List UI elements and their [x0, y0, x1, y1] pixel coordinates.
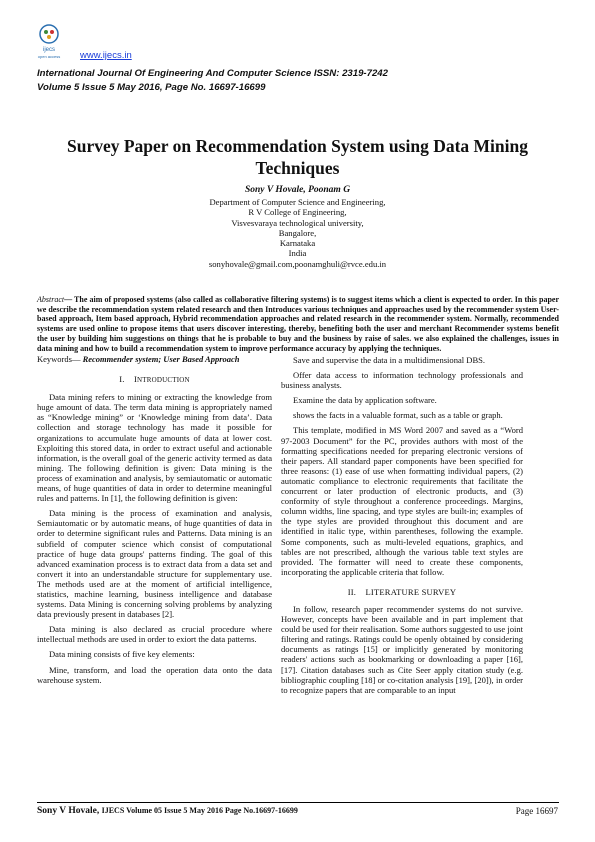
footer-divider: [37, 802, 559, 803]
body-paragraph: Examine the data by application software.: [293, 395, 437, 406]
volume-line: Volume 5 Issue 5 May 2016, Page No. 16697-16699: [37, 82, 266, 93]
footer-author: Sony V Hovale,: [37, 806, 102, 816]
author-affiliation: [0, 197, 595, 269]
section-heading-introduction: [37, 374, 272, 385]
keywords: [37, 354, 272, 364]
abstract-text: — The aim of proposed systems (also called as collaborative filtering systems) is to suggest items which a client is expected to order. In this paper we describe the recommendation system related research and then Introduces various techniques and approaches used by the recommender system User-based approach, Item based approach, Hybrid recommendation approaches and related research in the recommender system. Normally, recommended systems are used online to propose items that users discover interesting, thereby, benefiting both the user and merchant Recommender systems benefit the user by building him suggestions on things that he is probable to buy and the business by raise of sales. we also explained the challenges, issues in data mining and how to build a recommendation system to improve performance accuracy by applying the techniques.: [37, 295, 559, 353]
left-column: [37, 354, 272, 690]
body-paragraph: Data mining refers to mining or extracting the knowledge from huge amount of data. The term data mining is appropriately named as “Knowledge mining” or ‘Knowledge mining from data’. Data collection and storage technology has made it possible for organizations to accumulate huge amounts of data at lower cost. Exploiting this stored data, in order to extract useful and actionable information, is the overall goal of the generic activity termed as data mining. The following definition is given: Data mining is the process of examination and analysis, by semiautomatic or automatic means, of huge quantities of data in order to determine meaningful rules and patterns. In [1], the following definition is given:: [37, 392, 272, 504]
section-number: II.: [347, 586, 357, 597]
affiliation-line: Bangalore,: [278, 227, 317, 238]
abstract: [37, 295, 559, 353]
affiliation-line: Visvesvaraya technological university,: [231, 217, 364, 228]
body-paragraph: In follow, research paper recommender systems do not survive. However, concepts have been available and in part implement that could be used for their realisation. Some authors suggested to use joint filtering and ratings. Ratings could be openly obtained by considering documents as ratings [15] or implicitly generated by monitoring readers' actions such as bookmarking or downloading a paper [16], [17]. Citation databases such as Cite Seer apply citation study (e.g. bibliographic coupling [18] or co-citation analysis [19], [20]), in order to recognize papers that are comparable to an input: [281, 603, 523, 695]
affiliation-line: Karnataka: [279, 238, 316, 249]
journal-url-link[interactable]: www.ijecs.in: [80, 50, 132, 61]
svg-text:open access: open access: [37, 54, 61, 59]
body-paragraph: shows the facts in a valuable format, such as a table or graph.: [293, 410, 503, 421]
svg-text:ijecs: ijecs: [42, 47, 56, 53]
footer-journal-info: IJECS Volume 05 Issue 5 May 2016 Page No.16697-16699: [101, 806, 298, 815]
affiliation-line: Department of Computer Science and Engineering,: [209, 197, 386, 207]
affiliation-line: R V College of Engineering,: [248, 207, 347, 218]
affiliation-line: India: [288, 248, 307, 259]
page-number: Page 16697: [515, 806, 558, 816]
body-paragraph: Data mining is also declared as crucial procedure where intellectual methods are used in order to exiort the data patterns.: [37, 624, 272, 645]
section-title-rest: NTRODUCTION: [137, 376, 190, 385]
section-initial: I: [133, 374, 138, 385]
footer-citation: [37, 806, 298, 816]
section-heading-literature-survey: [281, 587, 523, 597]
paper-authors: Sony V Hovale, Poonam G: [244, 185, 351, 195]
body-paragraph: Mine, transform, and load the operation data onto the data warehouse system.: [37, 664, 272, 685]
body-paragraph: Save and supervise the data in a multidimensional DBS.: [293, 355, 486, 365]
right-column: [281, 355, 523, 700]
author-emails: sonyhovale@gmail.com,poonamghuli@rvce.edu.in: [208, 258, 387, 269]
section-number: I.: [119, 374, 125, 385]
abstract-label: Abstract: [37, 295, 65, 304]
keywords-text: Recommender system; User Based Approach: [82, 354, 240, 364]
body-paragraph: Offer data access to information technology professionals and business analysts.: [281, 370, 523, 391]
section-title: LITERATURE SURVEY: [365, 586, 457, 597]
paper-title: Survey Paper on Recommendation System using Data Mining Techniques: [66, 136, 528, 178]
keywords-label: Keywords—: [37, 354, 83, 364]
body-paragraph: This template, modified in MS Word 2007 and saved as a “Word 97-2003 Document” for the PC, provides authors with most of the formatting specifications needed for preparing electronic versions of their papers. All standard paper components have been specified for three reasons: (1) ease of use when formatting individual papers, (2) automatic compliance to electronic requirements that facilitate the concurrent or later production of electronic products, and (3) conformity of style throughout a conference proceedings. Margins, column widths, line spacing, and type styles are built-in; examples of the type styles are provided throughout this document and are identified in italic type, within parentheses, following the example. Some components, such as multi-leveled equations, graphics, and tables are not prescribed, although the various table text styles are provided. The formatter will need to create these components, incorporating the applicable criteria that follow.: [281, 425, 523, 577]
body-paragraph: Data mining is the process of examination and analysis, Semiautomatic or by automatic means, of huge quantities of data in order to determine significant rules and Patterns. Data mining is an subfield of computer science which consist of computational practice of huge data groups' patterns finding. The goal of this advanced examination process is to extract data from a data set and convert it into an understandable structure for supplementary use. The methods used are at the moment of artificial intelligence, statistics, machine learning, business intelligence and database systems. Data Mining is concerning solving problems by analyzing data previously present in databases [2].: [37, 508, 272, 620]
body-paragraph: Data mining consists of five key elements:: [49, 649, 195, 660]
journal-logo: [34, 21, 64, 61]
journal-issn-line: International Journal Of Engineering And Computer Science ISSN: 2319-7242: [37, 68, 388, 79]
